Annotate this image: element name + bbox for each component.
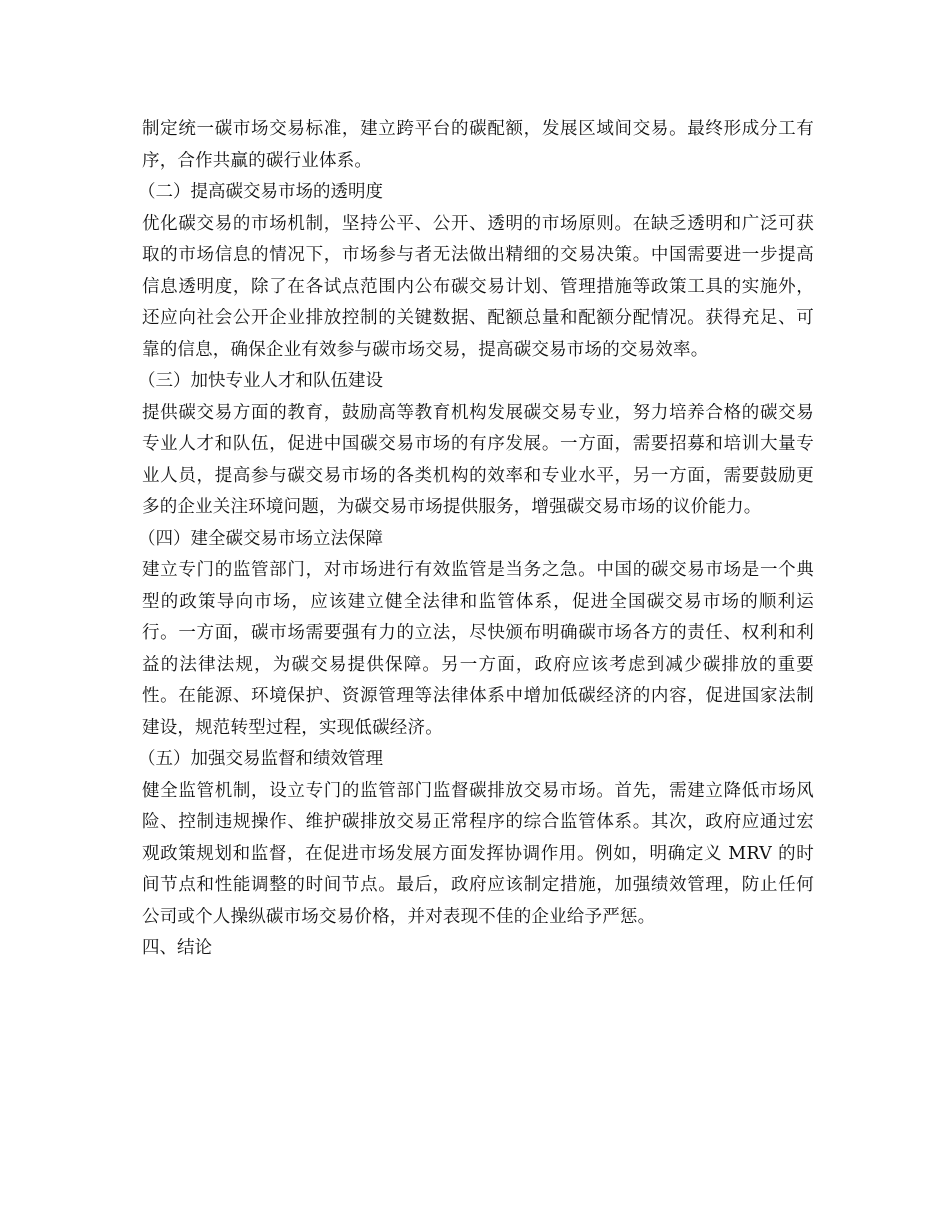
paragraph-legislation: 建立专门的监管部门，对市场进行有效监管是当务之急。中国的碳交易市场是一个典型的政策导向市场，应该建立健全法律和监管体系，促进全国碳交易市场的顺利运行。一方面，碳市场需要强有力的立法，尽快颁布明确碳市场各方的责任、权利和利益的法律法规，为碳交易提供保障。另一方面，政府应该考虑到减少碳排放的重要性。在能源、环境保护、资源管理等法律体系中增加低碳经济的内容，促进国家法制建设，规范转型过程，实现低碳经济。 bbox=[142, 560, 814, 738]
paragraph-transparency: 优化碳交易的市场机制，坚持公平、公开、透明的市场原则。在缺乏透明和广泛可获取的市场信息的情况下，市场参与者无法做出精细的交易决策。中国需要进一步提高信息透明度，除了在各试点范围内公布碳交易计划、管理措施等政策工具的实施外，还应向社会公开企业排放控制的关键数据、配额总量和配额分配情况。获得充足、可靠的信息，确保企业有效参与碳市场交易，提高碳交易市场的交易效率。 bbox=[142, 213, 814, 360]
heading-legislation: （四）建全碳交易市场立法保障 bbox=[138, 528, 383, 549]
heading-conclusion: 四、结论 bbox=[142, 938, 212, 958]
document-page bbox=[138, 114, 814, 965]
heading-talent: （三）加快专业人才和队伍建设 bbox=[138, 371, 383, 391]
paragraph-intro-continued: 制定统一碳市场交易标准，建立跨平台的碳配额，发展区域间交易。最终形成分工有序，合作共赢的碳行业体系。 bbox=[142, 119, 814, 171]
heading-transparency: （二）提高碳交易市场的透明度 bbox=[138, 182, 383, 202]
heading-supervision: （五）加强交易监督和绩效管理 bbox=[138, 749, 383, 769]
paragraph-talent: 提供碳交易方面的教育，鼓励高等教育机构发展碳交易专业，努力培养合格的碳交易专业人才和队伍，促进中国碳交易市场的有序发展。一方面，需要招募和培训大量专业人员，提高参与碳交易市场的各类机构的效率和专业水平，另一方面，需要鼓励更多的企业关注环境问题，为碳交易市场提供服务，增强碳交易市场的议价能力。 bbox=[142, 402, 814, 517]
paragraph-supervision: 健全监管机制，设立专门的监管部门监督碳排放交易市场。首先，需建立降低市场风险、控制违规操作、维护碳排放交易正常程序的综合监管体系。其次，政府应通过宏观政策规划和监督，在促进市场发展方面发挥协调作用。例如，明确定义 MRV 的时间节点和性能调整的时间节点。最后，政府应该制定措施，加强绩效管理，防止任何公司或个人操纵碳市场交易价格，并对表现不佳的企业给予严惩。 bbox=[142, 780, 814, 927]
